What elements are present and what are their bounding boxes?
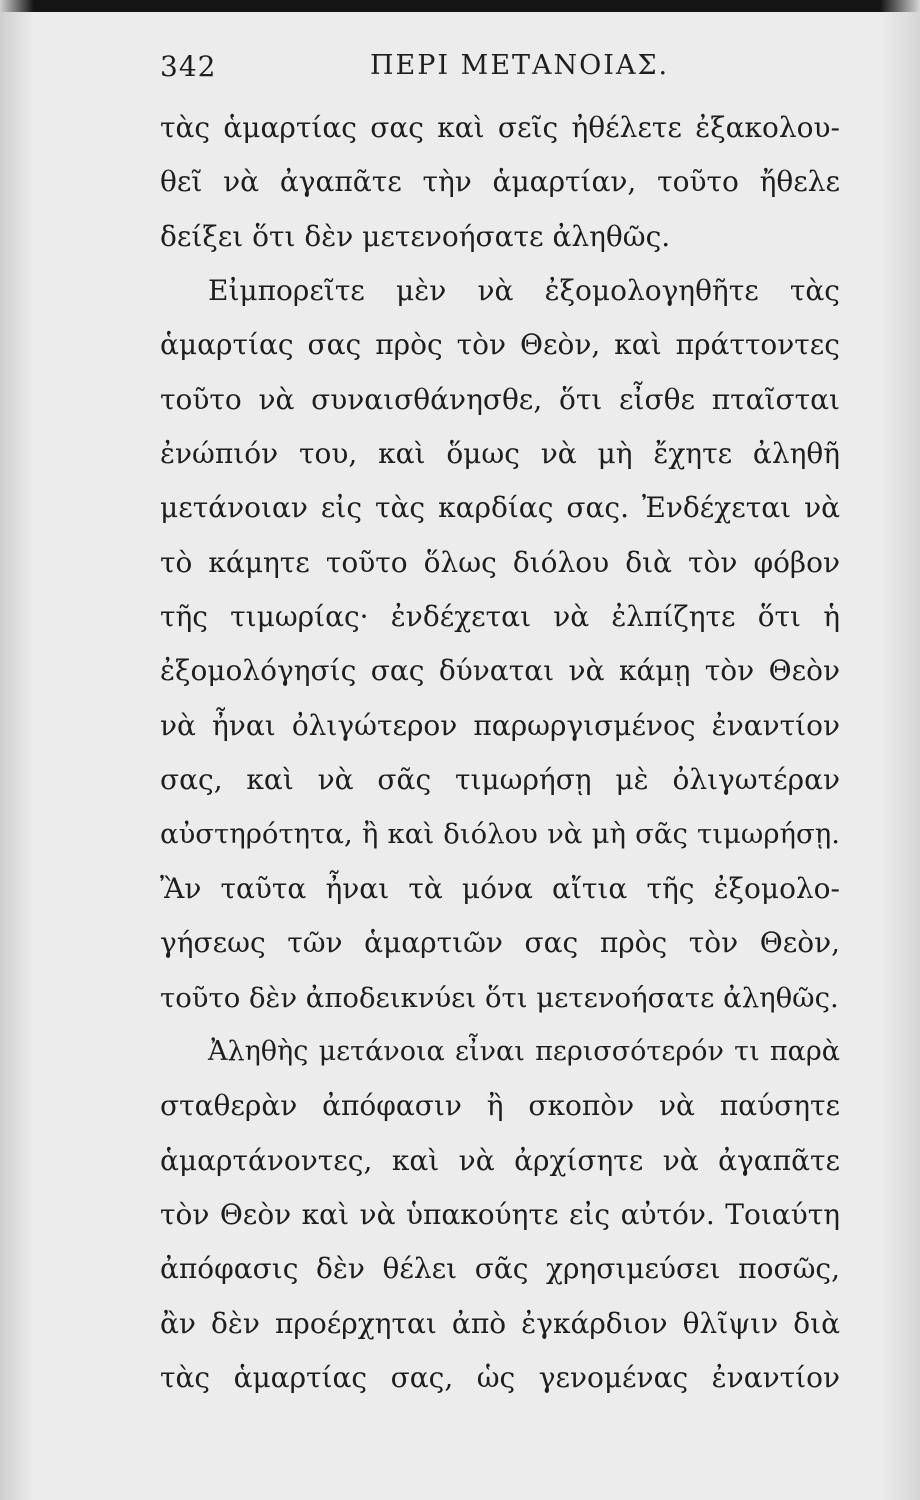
text-line: σας, καὶ νὰ σᾶς τιμωρήσῃ μὲ ὀλιγωτέραν <box>160 763 840 797</box>
text-line: ἐνώπιόν του, καὶ ὅμως νὰ μὴ ἔχητε ἀληθῆ <box>160 437 840 471</box>
text-line: γήσεως τῶν ἁμαρτιῶν σας πρὸς τὸν Θεὸν, <box>160 926 840 960</box>
text-line: τῆς τιμωρίας· ἐνδέχεται νὰ ἐλπίζητε ὅτι ἡ <box>160 600 840 634</box>
text-line: αὐστηρότητα, ἢ καὶ διόλου νὰ μὴ σᾶς τιμωρήσῃ. <box>160 818 840 851</box>
page-header <box>160 50 840 90</box>
text-line: τὰς ἁμαρτίας σας καὶ σεῖς ἠθέλετε ἐξακολου- <box>160 111 840 144</box>
text-line: τὰς ἁμαρτίας σας, ὡς γενομένας ἐναντίον <box>160 1360 840 1394</box>
scan-top-edge <box>0 0 920 12</box>
page-number: 342 <box>160 50 217 83</box>
text-line: ἁμαρτάνοντες, καὶ νὰ ἀρχίσητε νὰ ἀγαπᾶτε <box>160 1143 840 1177</box>
text-line: θεῖ νὰ ἀγαπᾶτε τὴν ἁμαρτίαν, τοῦτο ἤθελε <box>160 165 840 199</box>
text-line: τὸ κάμητε τοῦτο ὅλως διόλου διὰ τὸν φόβον <box>160 545 840 579</box>
page-edge-shadow <box>880 0 920 1500</box>
text-line: μετάνοιαν εἰς τὰς καρδίας σας. Ἐνδέχεται νὰ <box>160 491 840 525</box>
text-line: ἐξομολόγησίς σας δύναται νὰ κάμῃ τὸν Θεὸν <box>160 654 840 688</box>
running-head: ΠΕΡΙ ΜΕΤΑΝΟΙΑΣ. <box>370 50 670 81</box>
text-line: ἂν δὲν προέρχηται ἀπὸ ἐγκάρδιον θλῖψιν διὰ <box>160 1306 840 1340</box>
text-line: τὸν Θεὸν καὶ νὰ ὑπακούητε εἰς αὐτόν. Τοιαύτη <box>160 1197 840 1231</box>
text-line: Ἀληθὴς μετάνοια εἶναι περισσότερόν τι παρὰ <box>208 1035 840 1067</box>
text-line: Ἂν ταῦτα ἦναι τὰ μόνα αἴτια τῆς ἐξομολο- <box>160 871 840 905</box>
text-line: ἁμαρτίας σας πρὸς τὸν Θεὸν, καὶ πράττοντες <box>160 328 840 362</box>
text-line: σταθερὰν ἀπόφασιν ἢ σκοπὸν νὰ παύσητε <box>160 1089 840 1123</box>
text-line: νὰ ἦναι ὀλιγώτερον παρωργισμένος ἐναντίον <box>160 708 840 742</box>
text-line: δείξει ὅτι δὲν μετενοήσατε ἀληθῶς. <box>160 219 671 253</box>
text-line: τοῦτο νὰ συναισθάνησθε, ὅτι εἶσθε πταῖσται <box>160 382 840 416</box>
gutter-shadow <box>0 0 34 1500</box>
text-line: Εἰμπορεῖτε μὲν νὰ ἐξομολογηθῆτε τὰς <box>208 274 840 308</box>
body-text <box>160 101 840 1405</box>
text-line: τοῦτο δὲν ἀποδεικνύει ὅτι μετενοήσατε ἀληθῶς. <box>160 981 839 1014</box>
text-line: ἀπόφασις δὲν θέλει σᾶς χρησιμεύσει ποσῶς, <box>160 1252 840 1286</box>
